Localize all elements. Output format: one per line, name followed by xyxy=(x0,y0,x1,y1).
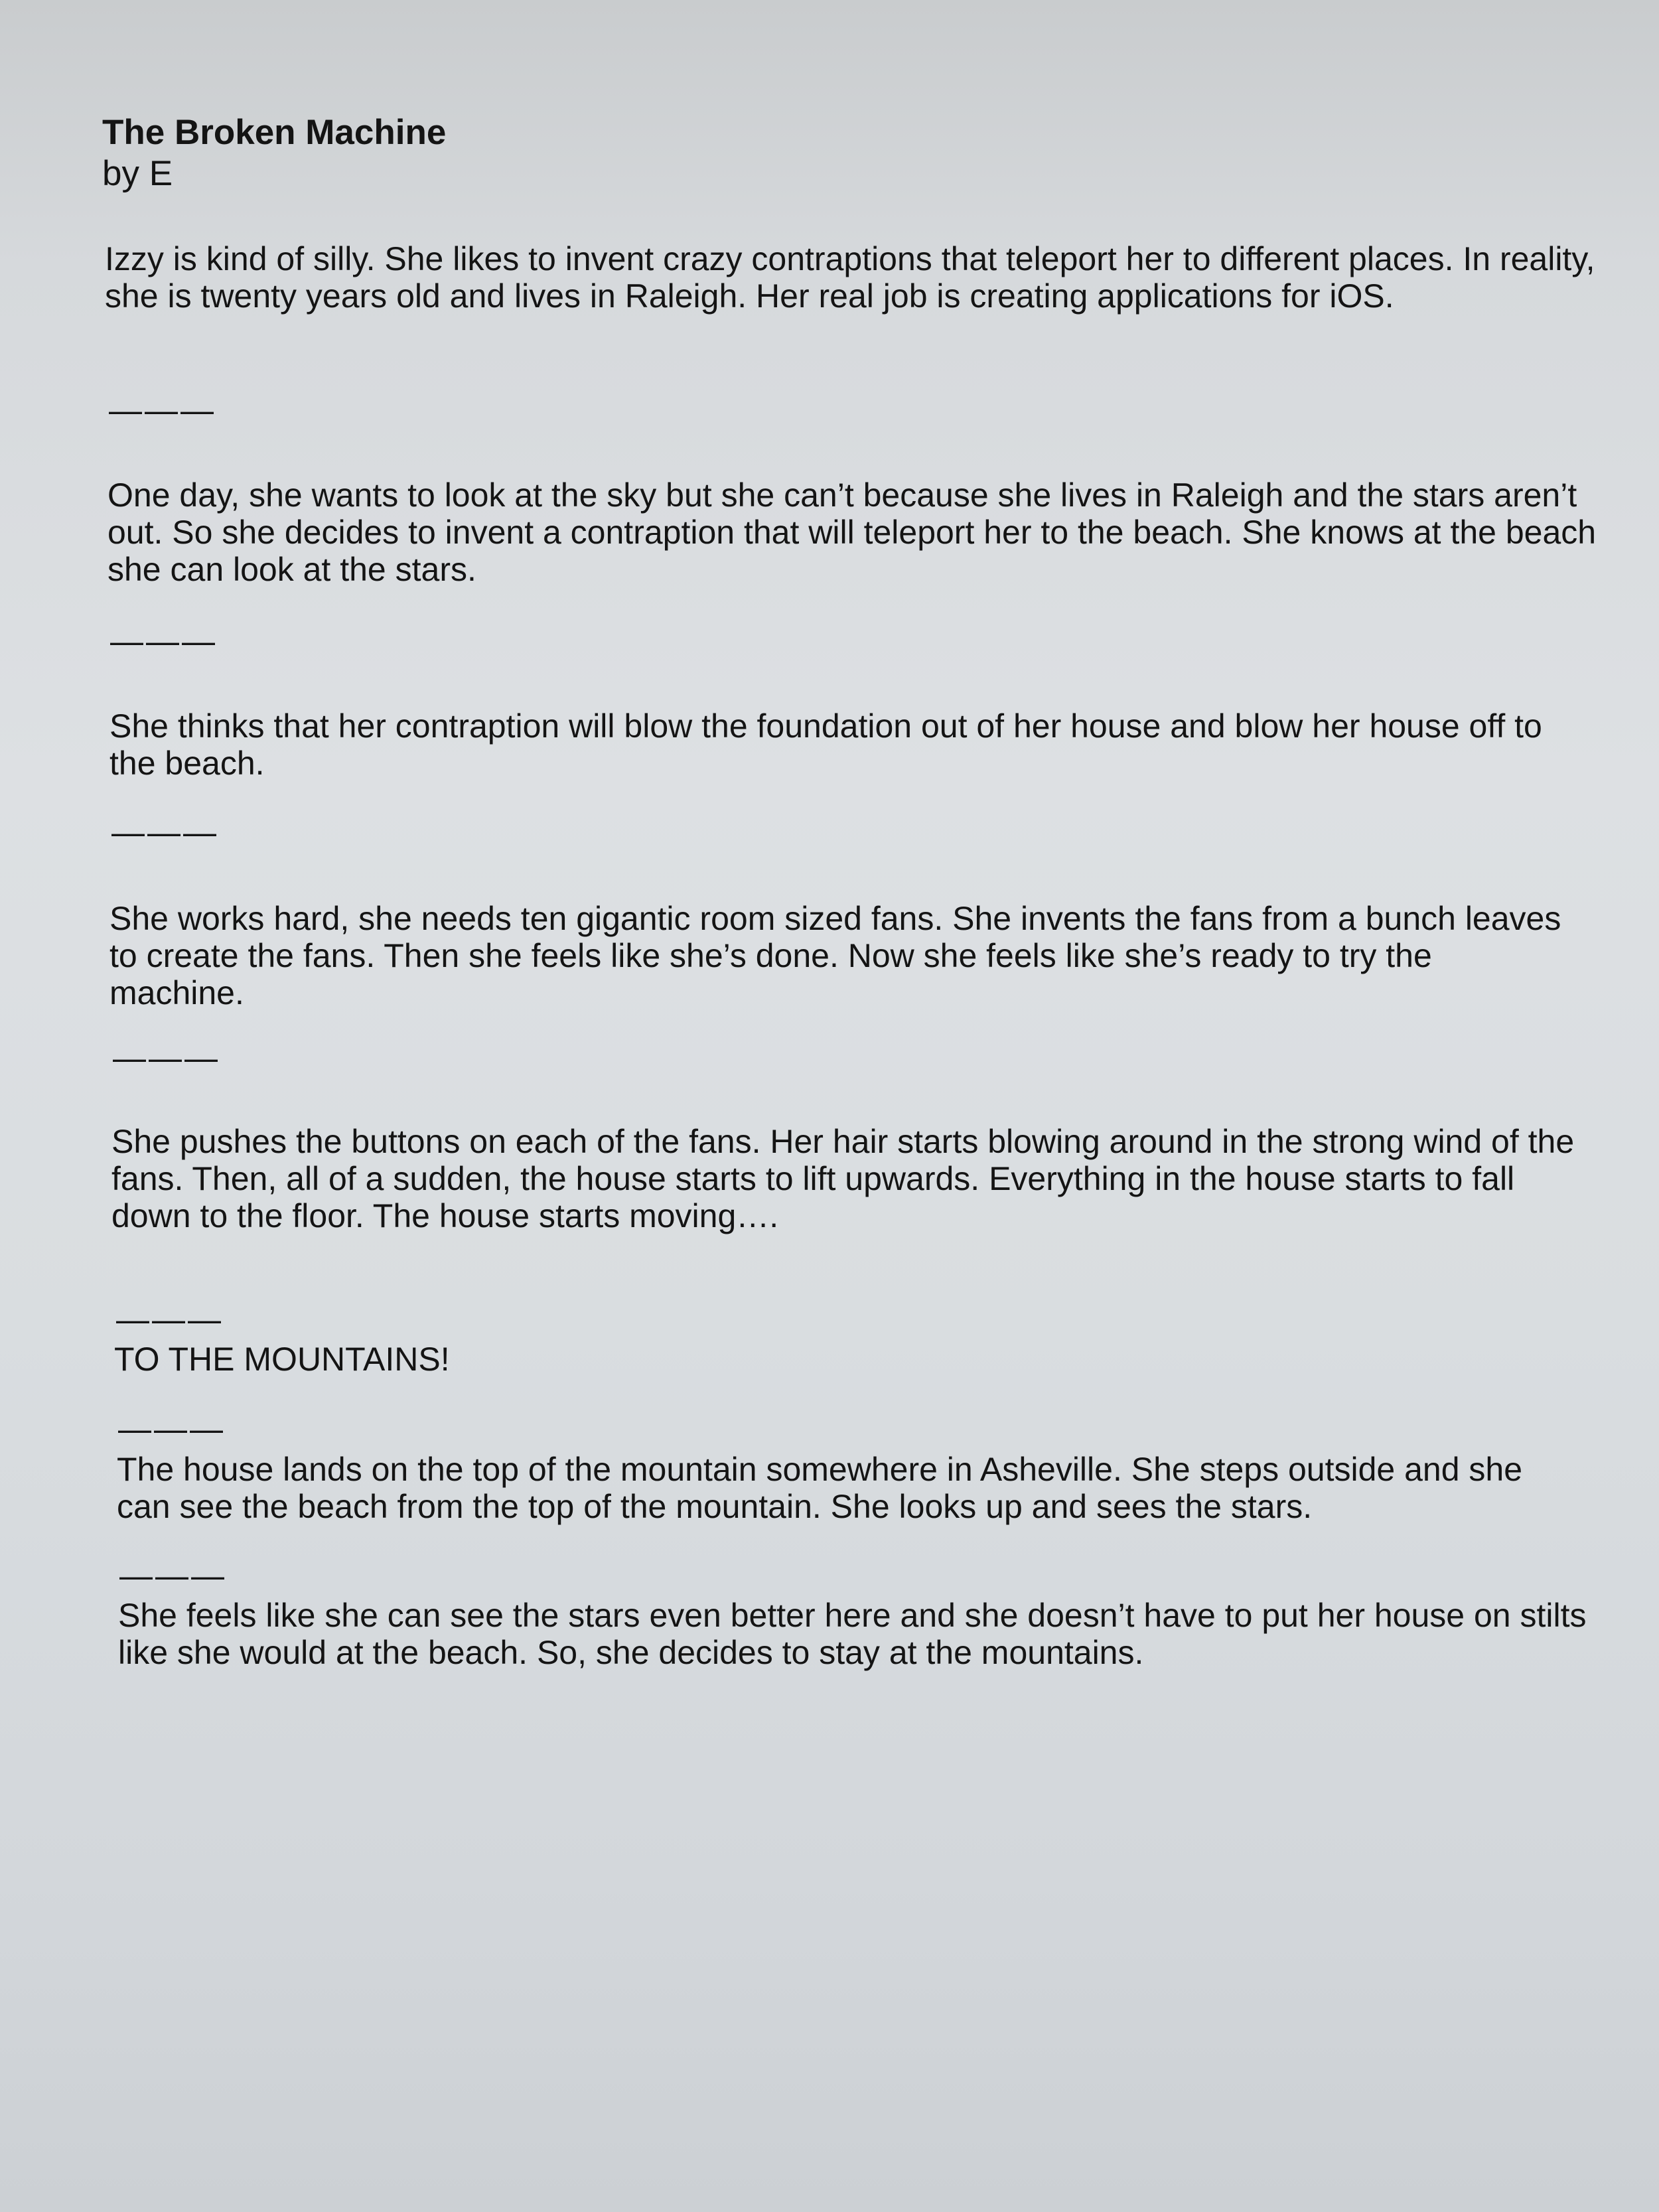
section-separator: ——— xyxy=(118,1410,226,1447)
paragraph-4: She works hard, she needs ten gigantic room sized fans. She invents the fans from a bunch leaves to create the fans. Then she feels like she’s done. Now she feels like she’s ready to try the machine. xyxy=(109,900,1561,1011)
section-separator: ——— xyxy=(110,623,218,660)
section-separator: ——— xyxy=(119,1557,227,1594)
section-separator: ——— xyxy=(116,1301,224,1338)
section-separator: ——— xyxy=(111,814,219,851)
section-separator: ——— xyxy=(109,392,216,429)
paragraph-3: She thinks that her contraption will blow the foundation out of her house and blow her house off to the beach. xyxy=(109,707,1542,782)
section-heading: TO THE MOUNTAINS! xyxy=(114,1341,450,1378)
story-title: The Broken Machine xyxy=(102,113,447,152)
section-separator: ——— xyxy=(113,1039,220,1076)
paragraph-2: One day, she wants to look at the sky but she can’t because she lives in Raleigh and the stars aren’t out. So she decides to invent a contraption that will teleport her to the beach. She knows at the beach she can look at the stars. xyxy=(108,477,1597,588)
author-byline: by E xyxy=(102,154,173,193)
paragraph-1: Izzy is kind of silly. She likes to invent crazy contraptions that teleport her to different places. In reality, she is twenty years old and lives in Raleigh. Her real job is creating applications for iOS. xyxy=(105,240,1595,315)
paragraph-5: She pushes the buttons on each of the fans. Her hair starts blowing around in the strong wind of the fans. Then, all of a sudden, the house starts to lift upwards. Everything in the house starts to fall down to the floor. The house starts moving…. xyxy=(111,1123,1575,1234)
paragraph-7: She feels like she can see the stars even better here and she doesn’t have to put her house on stilts like she would at the beach. So, she decides to stay at the mountains. xyxy=(118,1597,1587,1671)
paragraph-6: The house lands on the top of the mountain somewhere in Asheville. She steps outside and she can see the beach from the top of the mountain. She looks up and sees the stars. xyxy=(117,1451,1523,1525)
